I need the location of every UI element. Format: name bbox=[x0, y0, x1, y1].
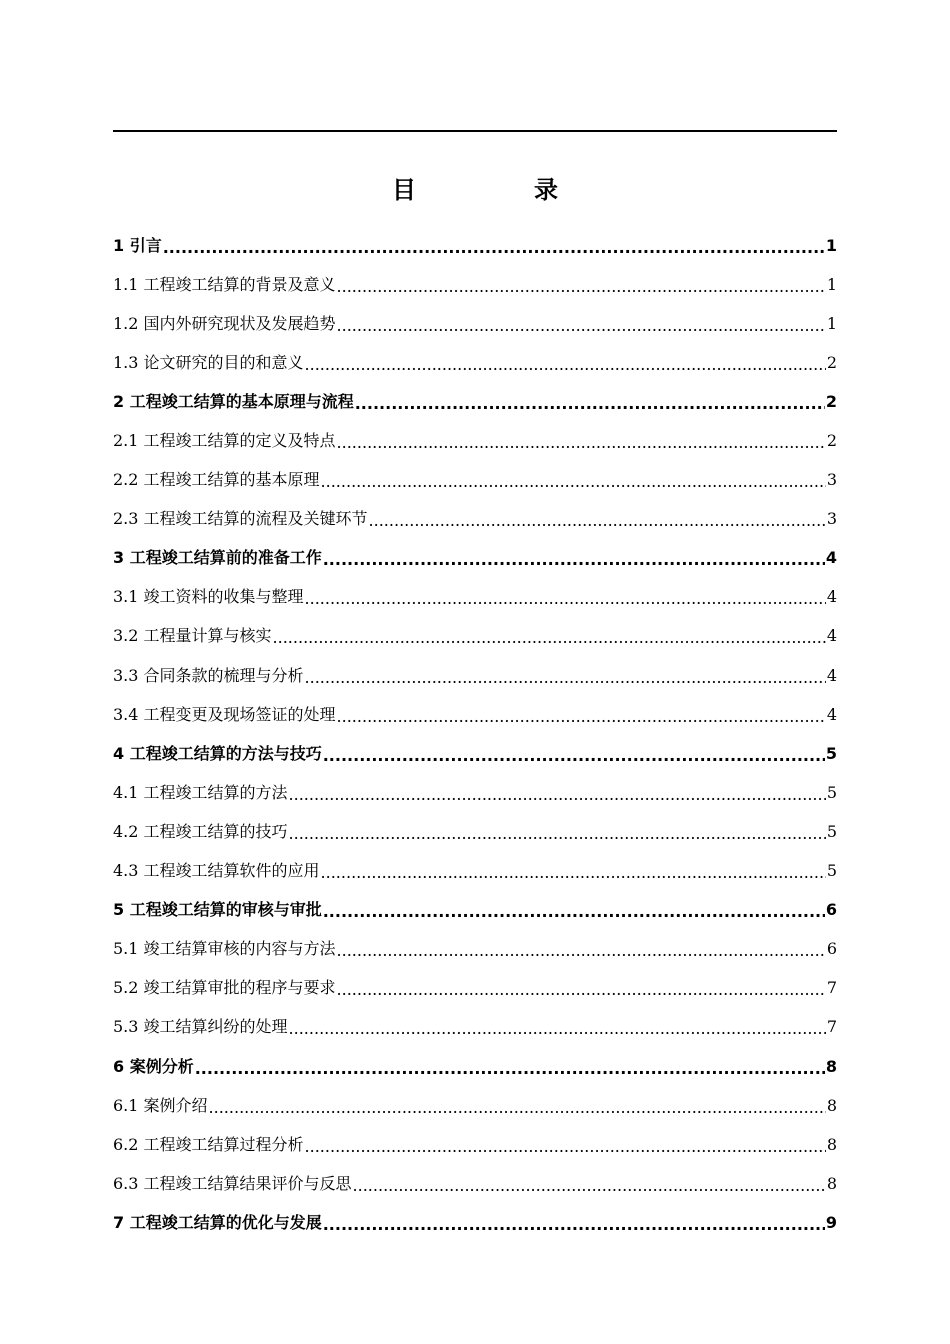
toc-page-number: 1 bbox=[826, 313, 837, 333]
toc-entry-title: 3 工程竣工结算前的准备工作 bbox=[113, 548, 322, 568]
toc-page-number: 3 bbox=[826, 470, 837, 490]
toc-page-number: 3 bbox=[826, 509, 837, 529]
toc-chapter-entry[interactable] bbox=[113, 1047, 837, 1086]
toc-entry-title: 5.2 竣工结算审批的程序与要求 bbox=[113, 978, 336, 998]
toc-entry-title: 1.1 工程竣工结算的背景及意义 bbox=[113, 274, 336, 294]
toc-dot-leader bbox=[289, 784, 826, 806]
toc-section-entry[interactable] bbox=[113, 1086, 837, 1125]
toc-page-number: 7 bbox=[826, 1017, 837, 1037]
toc-page-number: 2 bbox=[826, 352, 837, 372]
toc-dot-leader bbox=[323, 745, 825, 767]
toc-page-number: 5 bbox=[826, 861, 837, 881]
toc-entry-title: 2.2 工程竣工结算的基本原理 bbox=[113, 470, 320, 490]
toc-section-entry[interactable] bbox=[113, 656, 837, 695]
toc-page-number: 1 bbox=[826, 274, 837, 294]
header-rule bbox=[113, 130, 837, 132]
toc-section-entry[interactable] bbox=[113, 461, 837, 500]
toc-page-number: 4 bbox=[826, 626, 837, 646]
toc-page-number: 8 bbox=[826, 1095, 837, 1115]
toc-entry-title: 1.2 国内外研究现状及发展趋势 bbox=[113, 313, 336, 333]
toc-list bbox=[113, 226, 837, 1242]
toc-page-number: 2 bbox=[825, 391, 837, 411]
toc-dot-leader bbox=[321, 862, 826, 884]
toc-section-entry[interactable] bbox=[113, 1008, 837, 1047]
toc-dot-leader bbox=[209, 1097, 826, 1119]
toc-title bbox=[0, 170, 950, 205]
toc-section-entry[interactable] bbox=[113, 1125, 837, 1164]
toc-page-number: 4 bbox=[826, 704, 837, 724]
toc-entry-title: 3.4 工程变更及现场签证的处理 bbox=[113, 704, 336, 724]
toc-entry-title: 2.3 工程竣工结算的流程及关键环节 bbox=[113, 509, 368, 529]
toc-page-number: 5 bbox=[825, 743, 837, 763]
toc-entry-title: 1 引言 bbox=[113, 235, 162, 255]
toc-page-number: 8 bbox=[825, 1056, 837, 1076]
toc-section-entry[interactable] bbox=[113, 930, 837, 969]
toc-entry-title: 6.3 工程竣工结算结果评价与反思 bbox=[113, 1173, 352, 1193]
toc-page-number: 5 bbox=[826, 782, 837, 802]
toc-entry-title: 5.3 竣工结算纠纷的处理 bbox=[113, 1017, 288, 1037]
toc-page-number: 4 bbox=[826, 587, 837, 607]
toc-dot-leader bbox=[353, 1175, 826, 1197]
toc-page-number: 8 bbox=[826, 1173, 837, 1193]
toc-dot-leader bbox=[289, 823, 826, 845]
toc-section-entry[interactable] bbox=[113, 852, 837, 891]
toc-page-number: 4 bbox=[825, 548, 837, 568]
toc-page-number: 1 bbox=[825, 235, 837, 255]
toc-entry-title: 6.1 案例介绍 bbox=[113, 1095, 208, 1115]
toc-chapter-entry[interactable] bbox=[113, 1203, 837, 1242]
toc-page-number: 2 bbox=[826, 431, 837, 451]
toc-title-char-2: 录 bbox=[534, 176, 558, 204]
toc-section-entry[interactable] bbox=[113, 304, 837, 343]
toc-dot-leader bbox=[355, 393, 825, 415]
toc-page-number: 9 bbox=[825, 1212, 837, 1232]
toc-chapter-entry[interactable] bbox=[113, 539, 837, 578]
toc-page-number: 4 bbox=[826, 665, 837, 685]
toc-section-entry[interactable] bbox=[113, 969, 837, 1008]
toc-entry-title: 3.3 合同条款的梳理与分析 bbox=[113, 665, 304, 685]
toc-dot-leader bbox=[305, 588, 826, 610]
toc-page-number: 6 bbox=[826, 939, 837, 959]
toc-entry-title: 3.2 工程量计算与核实 bbox=[113, 626, 272, 646]
toc-dot-leader bbox=[163, 237, 825, 259]
toc-section-entry[interactable] bbox=[113, 500, 837, 539]
toc-entry-title: 4.3 工程竣工结算软件的应用 bbox=[113, 861, 320, 881]
toc-dot-leader bbox=[337, 432, 826, 454]
toc-entry-title: 5 工程竣工结算的审核与审批 bbox=[113, 900, 322, 920]
toc-dot-leader bbox=[321, 471, 826, 493]
toc-chapter-entry[interactable] bbox=[113, 382, 837, 421]
toc-page-number: 6 bbox=[825, 900, 837, 920]
toc-page-number: 8 bbox=[826, 1134, 837, 1154]
toc-entry-title: 6.2 工程竣工结算过程分析 bbox=[113, 1134, 304, 1154]
toc-dot-leader bbox=[369, 510, 826, 532]
toc-dot-leader bbox=[195, 1058, 825, 1080]
toc-entry-title: 6 案例分析 bbox=[113, 1056, 194, 1076]
toc-section-entry[interactable] bbox=[113, 812, 837, 851]
toc-chapter-entry[interactable] bbox=[113, 891, 837, 930]
toc-section-entry[interactable] bbox=[113, 421, 837, 460]
toc-dot-leader bbox=[337, 315, 826, 337]
toc-page-number: 5 bbox=[826, 821, 837, 841]
toc-dot-leader bbox=[323, 901, 825, 923]
toc-chapter-entry[interactable] bbox=[113, 226, 837, 265]
toc-dot-leader bbox=[305, 1136, 826, 1158]
toc-entry-title: 7 工程竣工结算的优化与发展 bbox=[113, 1212, 322, 1232]
toc-entry-title: 3.1 竣工资料的收集与整理 bbox=[113, 587, 304, 607]
toc-section-entry[interactable] bbox=[113, 773, 837, 812]
toc-dot-leader bbox=[323, 549, 825, 571]
toc-dot-leader bbox=[305, 354, 826, 376]
toc-dot-leader bbox=[305, 667, 826, 689]
toc-dot-leader bbox=[337, 276, 826, 298]
toc-entry-title: 4.2 工程竣工结算的技巧 bbox=[113, 821, 288, 841]
toc-dot-leader bbox=[289, 1018, 826, 1040]
toc-dot-leader bbox=[337, 979, 826, 1001]
toc-section-entry[interactable] bbox=[113, 343, 837, 382]
toc-dot-leader bbox=[323, 1214, 825, 1236]
toc-dot-leader bbox=[337, 706, 826, 728]
toc-entry-title: 4 工程竣工结算的方法与技巧 bbox=[113, 743, 322, 763]
toc-section-entry[interactable] bbox=[113, 695, 837, 734]
toc-entry-title: 5.1 竣工结算审核的内容与方法 bbox=[113, 939, 336, 959]
toc-dot-leader bbox=[273, 627, 826, 649]
toc-section-entry[interactable] bbox=[113, 265, 837, 304]
toc-section-entry[interactable] bbox=[113, 1164, 837, 1203]
toc-dot-leader bbox=[337, 940, 826, 962]
toc-entry-title: 1.3 论文研究的目的和意义 bbox=[113, 352, 304, 372]
toc-page-number: 7 bbox=[826, 978, 837, 998]
toc-entry-title: 2 工程竣工结算的基本原理与流程 bbox=[113, 391, 354, 411]
toc-title-char-1: 目 bbox=[392, 176, 416, 204]
toc-section-entry[interactable] bbox=[113, 578, 837, 617]
toc-section-entry[interactable] bbox=[113, 617, 837, 656]
toc-entry-title: 2.1 工程竣工结算的定义及特点 bbox=[113, 431, 336, 451]
toc-chapter-entry[interactable] bbox=[113, 734, 837, 773]
toc-entry-title: 4.1 工程竣工结算的方法 bbox=[113, 782, 288, 802]
